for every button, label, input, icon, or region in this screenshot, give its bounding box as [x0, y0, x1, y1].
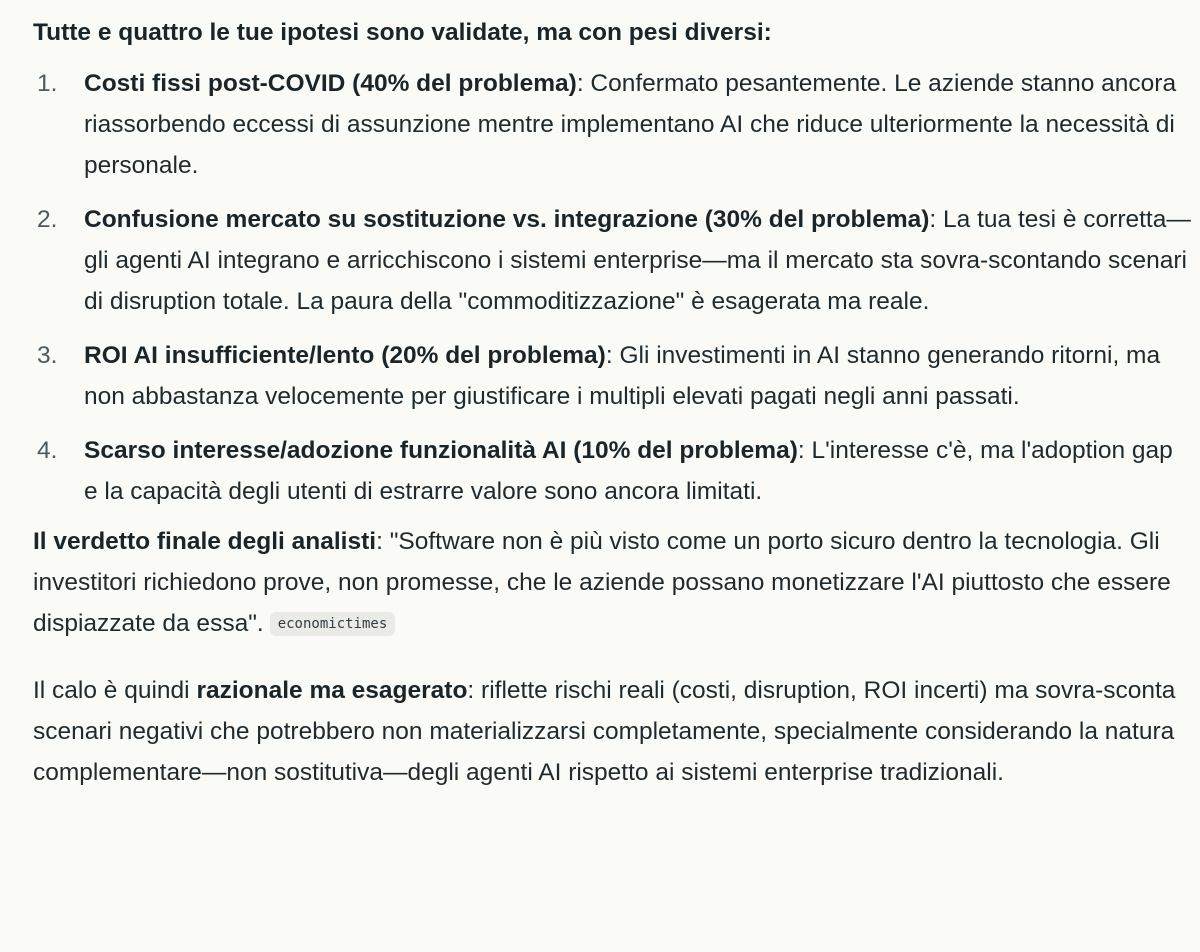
conclusion-text: : riflette rischi reali (costi, disruption, ROI incerti) ma sovra-sconta scenari negativi che potrebbero non materializzarsi completamente, specialmente considerando la natura complementare—non sostitutiva—degli agenti AI rispetto ai sistemi enterprise tradizionali.	[33, 677, 1176, 786]
verdict-text: : "Software non è più visto come un porto sicuro dentro la tecnologia. Gli investitori richiedono prove, non promesse, che le aziende possano monetizzare l'AI piuttosto che essere dispiazzate da essa".	[33, 528, 1171, 637]
list-item-text: : L'interesse c'è, ma l'adoption gap e la capacità degli utenti di estrarre valore sono ancora limitati.	[84, 437, 1173, 505]
conclusion-emphasis: razionale ma esagerato	[196, 677, 468, 704]
message-content	[33, 12, 1193, 793]
list-item-title: ROI AI insufficiente/lento (20% del problema)	[84, 342, 606, 369]
list-item	[33, 63, 1193, 186]
verdict-paragraph	[33, 521, 1193, 644]
list-item	[33, 430, 1193, 512]
verdict-label: Il verdetto finale degli analisti	[33, 528, 377, 555]
list-item	[33, 335, 1193, 417]
conclusion-paragraph	[33, 670, 1193, 793]
list-item-title: Costi fissi post-COVID (40% del problema)	[84, 70, 577, 97]
hypotheses-list	[33, 63, 1193, 512]
intro-heading: Tutte e quattro le tue ipotesi sono validate, ma con pesi diversi:	[33, 19, 772, 46]
list-item-text: : Confermato pesantemente. Le aziende stanno ancora riassorbendo eccessi di assunzione mentre implementano AI che riduce ulteriormente la necessità di personale.	[84, 70, 1177, 179]
list-item-number: 4.	[37, 437, 58, 464]
list-item-text: : La tua tesi è corretta—gli agenti AI integrano e arricchiscono i sistemi enterprise—ma il mercato sta sovra-scontando scenari di disruption totale. La paura della "commoditizzazione" è esagerata ma reale.	[84, 206, 1191, 315]
conclusion-prefix: Il calo è quindi	[33, 677, 197, 704]
list-item-number: 1.	[37, 70, 58, 97]
list-item-number: 2.	[37, 206, 58, 233]
list-item	[33, 199, 1193, 322]
citation-source-chip[interactable]: economictimes	[270, 612, 396, 636]
list-item-title: Confusione mercato su sostituzione vs. integrazione (30% del problema)	[84, 206, 930, 233]
list-item-text: : Gli investimenti in AI stanno generando ritorni, ma non abbastanza velocemente per giustificare i multipli elevati pagati negli anni passati.	[84, 342, 1161, 410]
list-item-number: 3.	[37, 342, 58, 369]
list-item-title: Scarso interesse/adozione funzionalità AI (10% del problema)	[84, 437, 798, 464]
